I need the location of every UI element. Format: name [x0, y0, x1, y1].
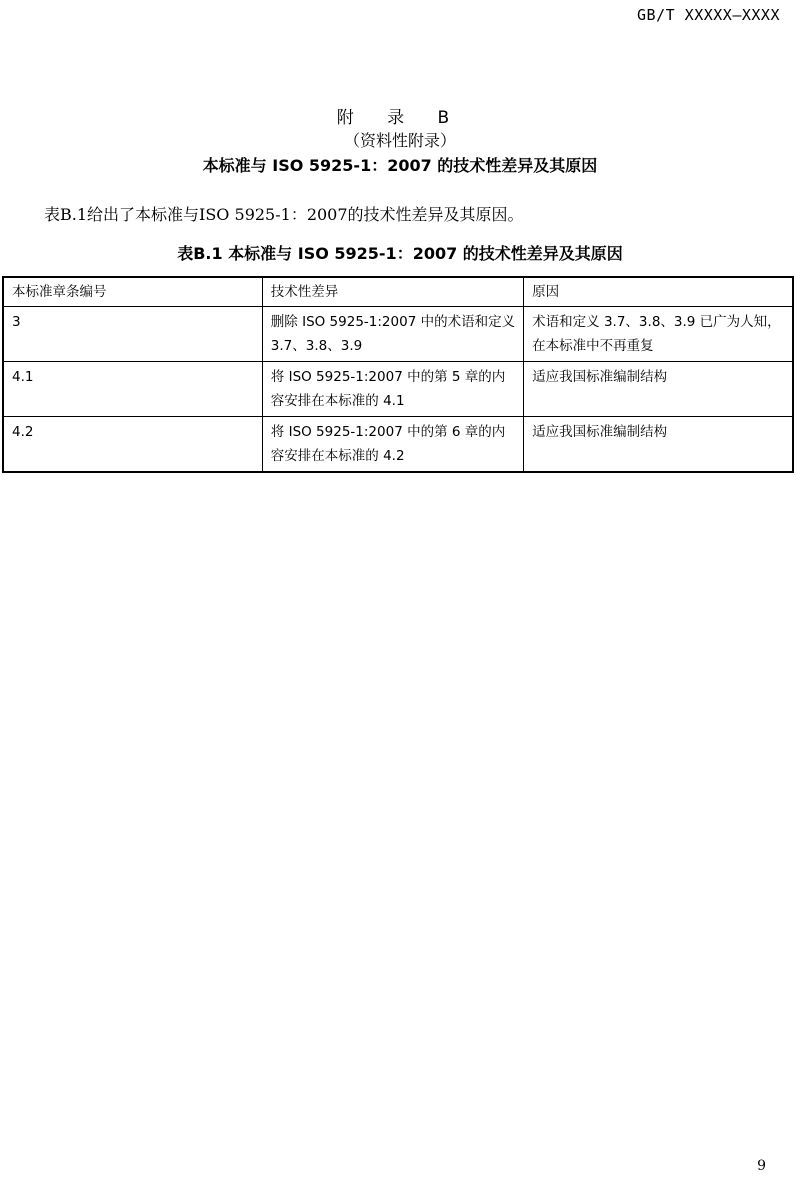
- page-number: 9: [757, 1158, 766, 1174]
- appendix-type: （资料性附录）: [343, 131, 456, 150]
- cell-difference: 将 ISO 5925-1:2007 中的第 5 章的内容安排在本标准的 4.1: [262, 362, 523, 417]
- cell-difference: 删除 ISO 5925-1:2007 中的术语和定义 3.7、3.8、3.9: [262, 307, 523, 362]
- cell-clause: 4.2: [3, 417, 262, 473]
- table-row: [3, 417, 793, 473]
- appendix-label: 附 录 B: [336, 108, 464, 128]
- table-row: [3, 307, 793, 362]
- standard-code: GB/T XXXXX—XXXX: [637, 6, 780, 24]
- technical-differences-table: [2, 276, 794, 473]
- cell-reason: 适应我国标准编制结构: [524, 417, 793, 473]
- header-technical-difference: 技术性差异: [262, 277, 523, 307]
- table-row: [3, 362, 793, 417]
- cell-reason: 术语和定义 3.7、3.8、3.9 已广为人知，在本标准中不再重复: [524, 307, 793, 362]
- appendix-title: 本标准与 ISO 5925-1：2007 的技术性差异及其原因: [202, 156, 598, 175]
- table-header-row: [3, 277, 793, 307]
- intro-paragraph: 表B.1给出了本标准与ISO 5925-1：2007的技术性差异及其原因。: [44, 205, 524, 224]
- cell-clause: 4.1: [3, 362, 262, 417]
- cell-difference: 将 ISO 5925-1:2007 中的第 6 章的内容安排在本标准的 4.2: [262, 417, 523, 473]
- table-caption: 表B.1 本标准与 ISO 5925-1：2007 的技术性差异及其原因: [177, 244, 623, 263]
- cell-reason: 适应我国标准编制结构: [524, 362, 793, 417]
- header-clause-number: 本标准章条编号: [3, 277, 262, 307]
- header-reason: 原因: [524, 277, 793, 307]
- cell-clause: 3: [3, 307, 262, 362]
